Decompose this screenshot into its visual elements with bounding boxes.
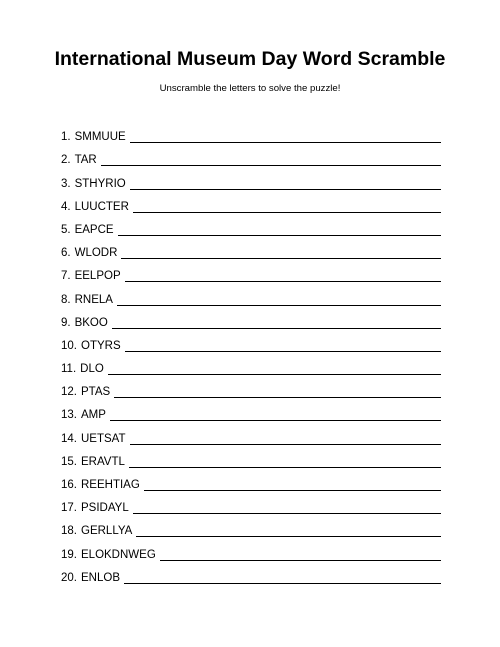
answer-line[interactable] [118,235,441,236]
answer-line[interactable] [160,560,441,561]
scramble-item-5 [61,215,441,238]
item-number: 19. [61,548,77,561]
answer-line[interactable] [129,467,441,468]
answer-line[interactable] [133,513,441,514]
item-number: 16. [61,479,77,491]
scrambled-word: REEHTIAG [81,479,140,491]
answer-line[interactable] [136,536,441,537]
scrambled-word: TAR [74,154,97,167]
scrambled-word: PTAS [81,386,111,399]
answer-line[interactable] [130,142,441,143]
scramble-item-14 [61,423,441,446]
scramble-item-7 [61,261,441,284]
answer-line[interactable] [144,490,441,491]
scramble-item-13 [61,400,441,423]
item-number: 11. [61,363,77,376]
scramble-list [61,122,441,586]
scramble-item-12 [61,377,441,400]
item-number: 15. [61,455,77,468]
answer-line[interactable] [114,397,441,398]
scrambled-word: DLO [80,363,104,376]
scramble-item-11 [61,354,441,377]
item-number: 7. [61,270,71,283]
item-number: 6. [61,247,71,260]
item-number: 3. [61,177,71,190]
scramble-item-3 [61,168,441,191]
item-number: 9. [61,316,71,329]
scrambled-word: SMMUUE [74,131,126,144]
scramble-item-15 [61,447,441,470]
scramble-item-17 [61,493,441,516]
item-number: 1. [61,131,71,144]
scramble-item-19 [61,539,441,562]
scrambled-word: WLODR [74,247,118,260]
scrambled-word: AMP [81,409,106,422]
answer-line[interactable] [117,305,441,306]
answer-line[interactable] [130,189,441,190]
scrambled-word: EELPOP [74,270,121,283]
answer-line[interactable] [121,258,441,259]
scramble-item-2 [61,145,441,168]
scrambled-word: OTYRS [81,339,121,352]
scrambled-word: GERLLYA [81,525,133,538]
scrambled-word: RNELA [74,293,113,306]
scramble-item-20 [61,563,441,586]
scramble-item-10 [61,331,441,354]
item-number: 17. [61,502,77,515]
answer-line[interactable] [112,328,441,329]
scrambled-word: EAPCE [74,223,114,236]
item-number: 14. [61,432,77,445]
scramble-item-16 [61,470,441,493]
scramble-item-6 [61,238,441,261]
item-number: 12. [61,386,77,399]
answer-line[interactable] [124,583,441,584]
item-number: 13. [61,409,77,422]
answer-line[interactable] [125,351,441,352]
answer-line[interactable] [108,374,441,375]
answer-line[interactable] [110,420,441,421]
scrambled-word: ELOKDNWEG [81,548,156,561]
scrambled-word: BKOO [74,316,108,329]
scramble-item-18 [61,516,441,539]
answer-line[interactable] [125,281,441,282]
scrambled-word: PSIDAYL [81,502,129,515]
scramble-item-1 [61,122,441,145]
scrambled-word: ENLOB [81,571,120,584]
answer-line[interactable] [133,212,441,213]
scramble-item-4 [61,192,441,215]
item-number: 10. [61,339,77,352]
item-number: 5. [61,223,71,236]
item-number: 18. [61,525,77,538]
item-number: 20. [61,571,77,584]
answer-line[interactable] [101,165,441,166]
item-number: 8. [61,293,71,306]
scrambled-word: ERAVTL [81,455,125,468]
scramble-item-9 [61,308,441,331]
item-number: 2. [61,154,71,167]
scrambled-word: LUUCTER [74,200,129,213]
item-number: 4. [61,200,71,213]
scramble-item-8 [61,284,441,307]
instructions: Unscramble the letters to solve the puzzle! [159,83,341,94]
scrambled-word: UETSAT [81,432,126,445]
scrambled-word: STHYRIO [74,177,126,190]
answer-line[interactable] [130,444,441,445]
page-title: International Museum Day Word Scramble [54,48,446,70]
